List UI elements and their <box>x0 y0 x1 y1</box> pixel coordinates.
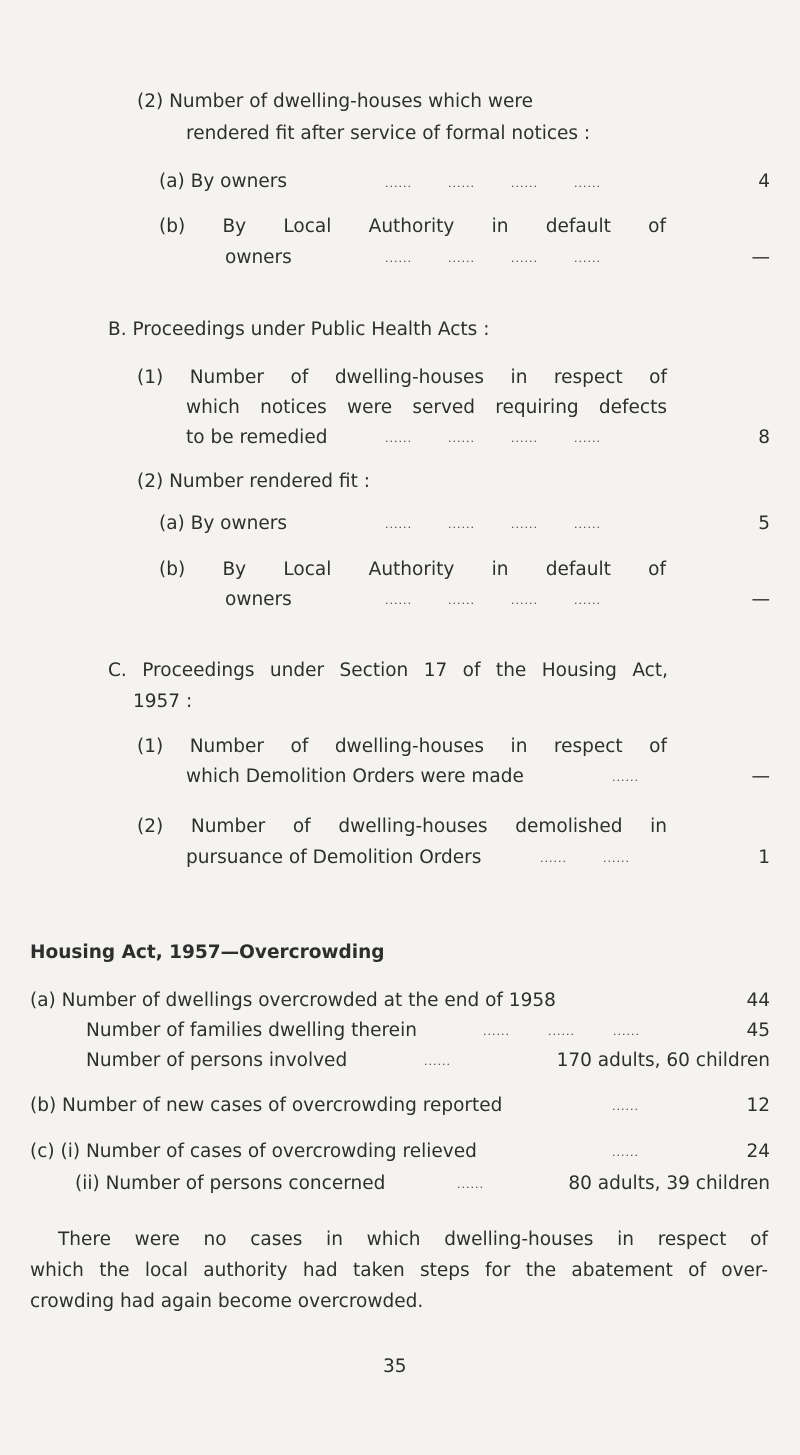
b-owners-label: owners <box>225 589 292 610</box>
closing-paragraph-line-2: which the local authority had taken steps for the abatement of over- <box>30 1260 768 1281</box>
b-local-authority-value: — <box>751 247 770 268</box>
leader-dots: ...... <box>424 1055 451 1068</box>
leader-dots: ...... <box>612 1100 639 1113</box>
b-owners-label: owners <box>225 247 292 268</box>
closing-paragraph-line-1: There were no cases in which dwelling-houses in respect of <box>58 1229 768 1250</box>
families-value: 45 <box>746 1020 770 1041</box>
leader-dots: ...... ...... ...... ...... <box>385 177 601 190</box>
leader-dots: ...... ...... ...... <box>483 1025 640 1038</box>
b-local-authority-value: — <box>751 589 770 610</box>
leader-dots: ...... ...... <box>540 852 630 865</box>
a-by-owners-value: 4 <box>758 171 770 192</box>
leader-dots: ...... <box>457 1178 484 1191</box>
c-item-1-value: — <box>751 766 770 787</box>
families-label: Number of families dwelling therein <box>86 1020 417 1041</box>
c-item-1-line-1: (1) Number of dwelling-houses in respect of <box>137 736 667 757</box>
b-by-owners-label: (a) By owners <box>159 513 287 534</box>
overcrowding-b-label: (b) Number of new cases of overcrowding reported <box>30 1095 503 1116</box>
leader-dots: ...... ...... ...... ...... <box>385 252 601 265</box>
b-by-owners-value: 5 <box>758 513 770 534</box>
b-item-1-line-1: (1) Number of dwelling-houses in respect of <box>137 367 667 388</box>
section-b-heading: B. Proceedings under Public Health Acts : <box>108 319 490 340</box>
overcrowding-cii-value: 80 adults, 39 children <box>568 1173 770 1194</box>
leader-dots: ...... <box>612 1146 639 1159</box>
overcrowding-heading: Housing Act, 1957—Overcrowding <box>30 942 385 963</box>
leader-dots: ...... <box>612 771 639 784</box>
leader-dots: ...... ...... ...... ...... <box>385 432 601 445</box>
overcrowding-a-value: 44 <box>746 990 770 1011</box>
a-by-owners-label: (a) By owners <box>159 171 287 192</box>
persons-label: Number of persons involved <box>86 1050 348 1071</box>
closing-paragraph-line-3: crowding had again become overcrowded. <box>30 1291 424 1312</box>
b-item-1-line-3: to be remedied <box>186 427 328 448</box>
b-item-2-label: (2) Number rendered fit : <box>137 471 370 492</box>
section-c-heading-line-2: 1957 : <box>133 691 193 712</box>
leader-dots: ...... ...... ...... ...... <box>385 518 601 531</box>
overcrowding-c-value: 24 <box>746 1141 770 1162</box>
c-item-2-value: 1 <box>758 847 770 868</box>
item-2-line-1: (2) Number of dwelling-houses which were <box>137 91 533 112</box>
overcrowding-b-value: 12 <box>746 1095 770 1116</box>
section-c-heading-line-1: C. Proceedings under Section 17 of the Housing Act, <box>108 660 668 681</box>
b-local-authority-line-1: (b) By Local Authority in default of <box>159 559 666 580</box>
b-local-authority-line-1: (b) By Local Authority in default of <box>159 216 666 237</box>
leader-dots: ...... ...... ...... ...... <box>385 594 601 607</box>
c-item-2-line-2: pursuance of Demolition Orders <box>186 847 482 868</box>
persons-value: 170 adults, 60 children <box>556 1050 770 1071</box>
page-number: 35 <box>383 1356 407 1377</box>
c-item-1-line-2: which Demolition Orders were made <box>186 766 524 787</box>
item-2-line-2: rendered fit after service of formal notices : <box>186 123 591 144</box>
overcrowding-a-label: (a) Number of dwellings overcrowded at the end of 1958 <box>30 990 556 1011</box>
b-item-1-line-2: which notices were served requiring defects <box>186 397 667 418</box>
overcrowding-c-label: (c) (i) Number of cases of overcrowding relieved <box>30 1141 477 1162</box>
c-item-2-line-1: (2) Number of dwelling-houses demolished in <box>137 816 667 837</box>
overcrowding-cii-label: (ii) Number of persons concerned <box>75 1173 386 1194</box>
b-item-1-value: 8 <box>758 427 770 448</box>
